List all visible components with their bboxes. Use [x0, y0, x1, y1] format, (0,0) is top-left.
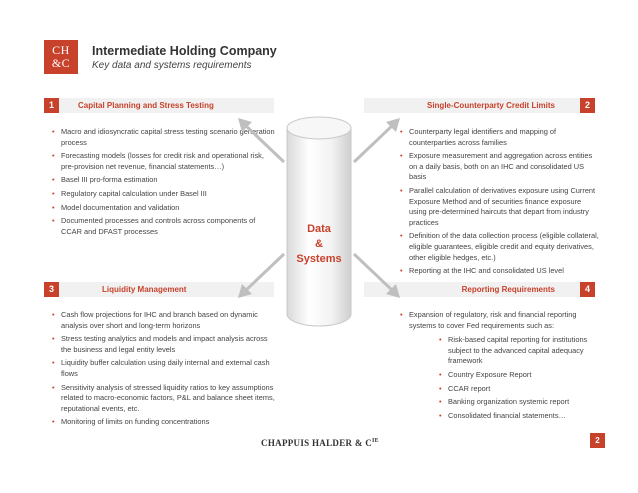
center-line1: Data	[307, 223, 331, 235]
sub-list	[409, 335, 600, 421]
page-subtitle: Key data and systems requirements	[92, 60, 252, 71]
quadrant1-header	[44, 98, 274, 113]
quadrant1-number: 1	[44, 98, 59, 113]
center-label	[284, 222, 354, 267]
quadrant4-title: Reporting Requirements	[461, 285, 555, 294]
quadrant3-title: Liquidity Management	[102, 285, 187, 294]
arrow-up-right-icon	[352, 118, 402, 164]
quadrant4-number: 4	[580, 282, 595, 297]
quadrant2-title: Single-Counterparty Credit Limits	[426, 101, 555, 110]
list-item: • Liquidity buffer calculation using daily internal and external cash flows	[52, 358, 277, 379]
sub-list-item: • Consolidated financial statements…	[439, 411, 600, 422]
list-item: • Model documentation and validation	[52, 203, 277, 214]
list-item: • Forecasting models (losses for credit risk and operational risk, pre-provision net revenue, financial statements…)	[52, 151, 277, 172]
quadrant2-list	[400, 127, 600, 280]
list-item-text: Expansion of regulatory, risk and financial reporting systems to cover Fed requirements such as:	[409, 310, 577, 330]
quadrant3-number: 3	[44, 282, 59, 297]
sub-list-item: • CCAR report	[439, 384, 600, 395]
quadrant2-number: 2	[580, 98, 595, 113]
quadrant2-header	[364, 98, 595, 113]
footer-brand-name: CHAPPUIS HALDER & C	[261, 438, 373, 448]
list-item: • Basel III pro-forma estimation	[52, 175, 277, 186]
list-item: • Sensitivity analysis of stressed liquidity ratios to key assumptions related to macro-economic factors, P&L and balance sheet items, reputational events, etc.	[52, 383, 277, 415]
center-line2: &	[315, 238, 323, 250]
quadrant4-list	[400, 310, 600, 424]
center-line3: Systems	[296, 253, 342, 265]
list-item: • Exposure measurement and aggregation across entities on a daily basis, both on an IHC and consolidated US basis	[400, 151, 600, 183]
arrow-up-left-icon	[236, 118, 286, 164]
list-item: • Counterparty legal identifiers and mapping of counterparties across families	[400, 127, 600, 148]
list-item: • Cash flow projections for IHC and branch based on dynamic analysis over short and long-term horizons	[52, 310, 277, 331]
list-item: • Stress testing analytics and models and impact analysis across the business and legal entity levels	[52, 334, 277, 355]
list-item	[400, 310, 600, 421]
sub-list-item: • Country Exposure Report	[439, 370, 600, 381]
quadrant1-title: Capital Planning and Stress Testing	[78, 101, 214, 110]
list-item: • Monitoring of limits on funding concentrations	[52, 417, 277, 428]
footer-brand-suffix: IE	[372, 438, 379, 444]
list-item: • Documented processes and controls across components of CCAR and DFAST processes	[52, 216, 277, 237]
arrow-down-right-icon	[352, 252, 402, 298]
sub-list-item: • Risk-based capital reporting for institutions subject to the advanced capital adequacy framework	[439, 335, 600, 367]
logo-line2: &C	[51, 56, 71, 70]
logo-line1: CH	[52, 43, 70, 57]
company-logo	[44, 40, 78, 74]
list-item: • Parallel calculation of derivatives exposure using Current Exposure Method and of securities finance exposure using pre-determined haircuts that depart from industry practices	[400, 186, 600, 228]
footer-brand	[240, 438, 400, 448]
list-item: • Regulatory capital calculation under Basel III	[52, 189, 277, 200]
list-item: • Definition of the data collection process (eligible collateral, eligible guarantees, eligible credit and equity derivatives, other eligible hedges, etc.)	[400, 231, 600, 263]
list-item: • Reporting at the IHC and consolidated US level	[400, 266, 600, 277]
quadrant3-list	[52, 310, 277, 431]
sub-list-item: • Banking organization systemic report	[439, 397, 600, 408]
page-title: Intermediate Holding Company	[92, 44, 277, 58]
list-item: • Macro and idiosyncratic capital stress testing scenario generation process	[52, 127, 277, 148]
arrow-down-left-icon	[236, 252, 286, 298]
page-number: 2	[590, 433, 605, 448]
